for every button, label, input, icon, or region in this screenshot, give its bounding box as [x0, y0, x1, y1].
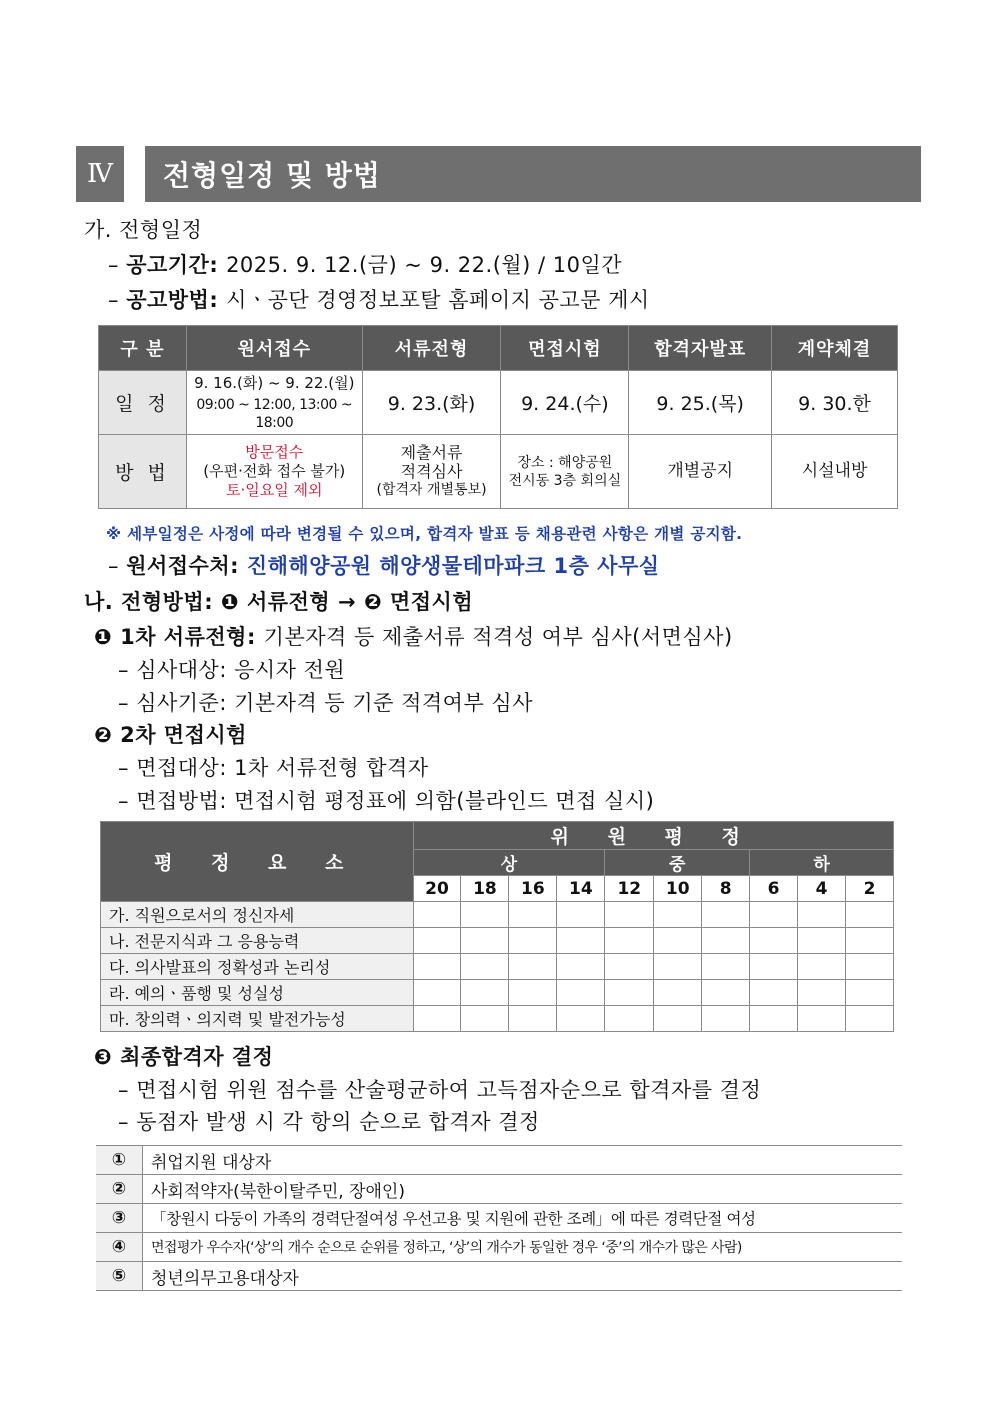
priority-text: 청년의무고용대상자: [143, 1262, 903, 1291]
priority-num: ②: [96, 1175, 143, 1204]
header-contract: 계약체결: [772, 326, 898, 371]
score-item: 라. 예의ㆍ품행 및 성실성: [101, 980, 414, 1006]
step3-line2-row: – 동점자 발생 시 각 항의 순으로 합격자 결정: [118, 1110, 540, 1134]
doc-method-3: (합격자 개별통보): [376, 482, 487, 498]
section-number: Ⅳ: [76, 146, 124, 202]
level-high: 상: [413, 850, 605, 876]
method-label: 공고방법: [126, 288, 210, 312]
point-20: 20: [413, 876, 461, 902]
interview-place-1: 장소 : 해양공원: [517, 454, 613, 471]
step1-title: ❶ 1차 서류전형: [94, 625, 247, 649]
priority-num: ④: [96, 1233, 143, 1262]
announce-method: – 공고방법: 시ㆍ공단 경영정보포탈 홈페이지 공고문 게시: [108, 288, 650, 312]
interview-date: 9. 24.(수): [501, 371, 629, 435]
priority-text: 「창원시 다둥이 가족의 경력단절여성 우선고용 및 지원에 관한 조례」에 따른 경력단절 여성: [143, 1204, 903, 1233]
apply-method: [186, 435, 362, 509]
score-table: [100, 821, 894, 1032]
step2-title: ❷ 2차 면접시험: [94, 723, 247, 747]
step1-criteria: 심사기준: 기본자격 등 기준 적격여부 심사: [136, 691, 533, 715]
score-row: [101, 954, 894, 980]
priority-table: [96, 1145, 902, 1291]
priority-text: 면접평가 우수자(‘상’의 개수 순으로 순위를 정하고, ‘상’의 개수가 동일한 경우 ‘중’의 개수가 많은 사람): [143, 1233, 903, 1262]
point-18: 18: [461, 876, 509, 902]
priority-row: [96, 1204, 902, 1233]
priority-row: [96, 1175, 902, 1204]
point-2: 2: [845, 876, 893, 902]
point-10: 10: [654, 876, 702, 902]
result-date: 9. 25.(목): [629, 371, 772, 435]
priority-num: ①: [96, 1146, 143, 1175]
period-value: 2025. 9. 12.(금) ~ 9. 22.(월) / 10일간: [226, 253, 623, 277]
point-8: 8: [702, 876, 750, 902]
schedule-heading: 가. 전형일정: [84, 218, 203, 242]
step3-line1: 면접시험 위원 점수를 산술평균하여 고득점자순으로 합격자를 결정: [136, 1078, 762, 1102]
interview-place-2: 전시동 3층 회의실: [508, 472, 622, 489]
header-doc: 서류전형: [362, 326, 501, 371]
apply-place: – 원서접수처: 진해해양공원 해양생물테마파크 1층 사무실: [108, 554, 660, 578]
place-value: 진해해양공원 해양생물테마파크 1층 사무실: [246, 554, 660, 578]
step1-target-line: – 심사대상: 응시자 전원: [118, 658, 346, 682]
apply-method-visit: 방문접수: [245, 443, 304, 461]
step1-desc: 기본자격 등 제출서류 적격성 여부 심사(서면심사): [263, 625, 733, 649]
doc-date: 9. 23.(화): [362, 371, 501, 435]
point-6: 6: [750, 876, 798, 902]
level-mid: 중: [605, 850, 750, 876]
contract-date: 9. 30.한: [772, 371, 898, 435]
score-row: [101, 902, 894, 928]
schedule-note: ※ 세부일정은 사정에 따라 변경될 수 있으며, 합격자 발표 등 채용관련 사항은 개별 공지함.: [106, 525, 743, 543]
priority-text: 사회적약자(북한이탈주민, 장애인): [143, 1175, 903, 1204]
priority-num: ⑤: [96, 1262, 143, 1291]
doc-method-1: 제출서류: [400, 443, 463, 462]
apply-method-note: (우편·전화 접수 불가): [203, 462, 346, 480]
header-result: 합격자발표: [629, 326, 772, 371]
point-12: 12: [605, 876, 654, 902]
step1: ❶ 1차 서류전형: 기본자격 등 제출서류 적격성 여부 심사(서면심사): [94, 625, 733, 649]
priority-row: [96, 1262, 902, 1291]
step2-method: 면접방법: 면접시험 평정표에 의함(블라인드 면접 실시): [136, 789, 655, 813]
doc-method-2: 적격심사: [400, 462, 463, 481]
header-category: 구 분: [99, 326, 187, 371]
step1-target: 심사대상: 응시자 전원: [136, 658, 346, 682]
point-14: 14: [557, 876, 605, 902]
step2-target: 면접대상: 1차 서류전형 합격자: [136, 756, 429, 780]
step2-target-line: – 면접대상: 1차 서류전형 합격자: [118, 756, 429, 780]
method-value: 시ㆍ공단 경영정보포탈 홈페이지 공고문 게시: [226, 288, 650, 312]
priority-text: 취업지원 대상자: [143, 1146, 903, 1175]
score-row: [101, 980, 894, 1006]
section-title: 전형일정 및 방법: [145, 146, 921, 202]
score-row: [101, 1006, 894, 1032]
score-item: 다. 의사발표의 정확성과 논리성: [101, 954, 414, 980]
priority-row: [96, 1233, 902, 1262]
point-16: 16: [509, 876, 557, 902]
doc-method: [362, 435, 501, 509]
apply-date-days: 9. 16.(화) ~ 9. 22.(월): [194, 373, 355, 392]
priority-row: [96, 1146, 902, 1175]
apply-date: [186, 371, 362, 435]
step1-criteria-line: – 심사기준: 기본자격 등 기준 적격여부 심사: [118, 691, 533, 715]
rating-header: 위 원 평 정: [413, 822, 894, 850]
step3-line2: 동점자 발생 시 각 항의 순으로 합격자 결정: [136, 1110, 540, 1134]
schedule-table: [98, 325, 898, 509]
place-label: 원서접수처: [126, 554, 231, 578]
row-method-label: 방 법: [99, 435, 187, 509]
apply-method-exclude: 토·일요일 제외: [226, 481, 323, 499]
result-method: 개별공지: [629, 435, 772, 509]
score-row: [101, 928, 894, 954]
step3-title: ❸ 최종합격자 결정: [94, 1045, 274, 1069]
score-item: 마. 창의력ㆍ의지력 및 발전가능성: [101, 1006, 414, 1032]
level-low: 하: [750, 850, 894, 876]
step2-method-line: – 면접방법: 면접시험 평정표에 의함(블라인드 면접 실시): [118, 789, 655, 813]
factor-header: 평 정 요 소: [101, 822, 414, 902]
period-label: 공고기간: [126, 253, 210, 277]
score-item: 나. 전문지식과 그 응용능력: [101, 928, 414, 954]
point-4: 4: [798, 876, 846, 902]
contract-method: 시설내방: [772, 435, 898, 509]
score-item: 가. 직원으로서의 정신자세: [101, 902, 414, 928]
row-schedule-label: 일 정: [99, 371, 187, 435]
header-interview: 면접시험: [501, 326, 629, 371]
priority-num: ③: [96, 1204, 143, 1233]
step3-line1-row: – 면접시험 위원 점수를 산술평균하여 고득점자순으로 합격자를 결정: [118, 1078, 762, 1102]
header-apply: 원서접수: [186, 326, 362, 371]
announce-period: – 공고기간: 2025. 9. 12.(금) ~ 9. 22.(월) / 10일간: [108, 253, 623, 277]
apply-date-hours: 09:00 ~ 12:00, 13:00 ~ 18:00: [196, 396, 353, 431]
interview-method: [501, 435, 629, 509]
method-heading: 나. 전형방법: ❶ 서류전형 → ❷ 면접시험: [84, 590, 474, 614]
